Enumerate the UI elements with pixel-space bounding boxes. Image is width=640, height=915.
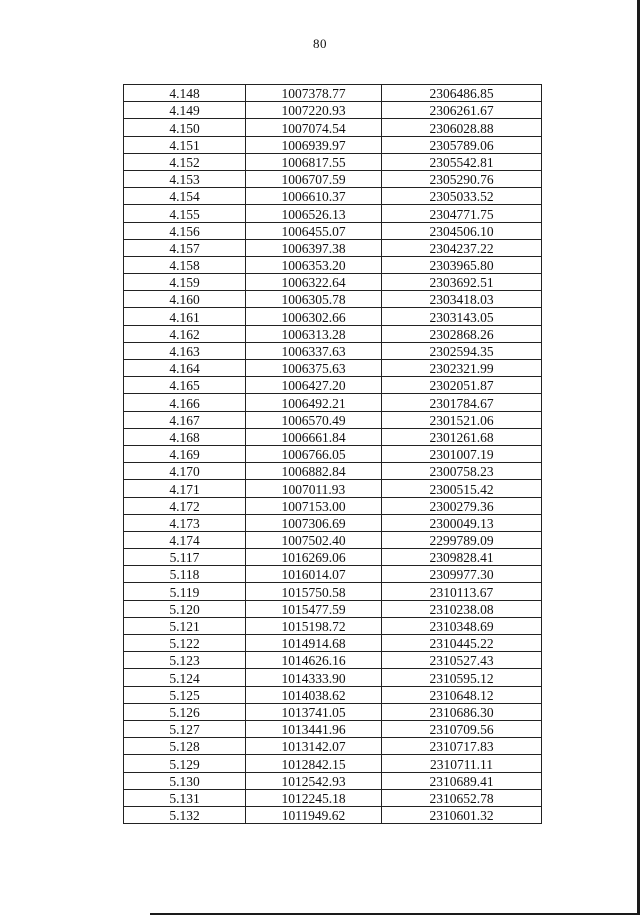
point-id-cell: 4.150 [124,119,246,136]
table-row [124,652,542,669]
table-row [124,170,542,187]
table-row [124,549,542,566]
table-row [124,222,542,239]
point-id-cell: 5.118 [124,566,246,583]
table-row [124,480,542,497]
point-id-cell: 4.168 [124,428,246,445]
x-coordinate-cell: 1013142.07 [246,738,382,755]
y-coordinate-cell: 2310527.43 [382,652,542,669]
point-id-cell: 4.166 [124,394,246,411]
table-row [124,377,542,394]
y-coordinate-cell: 2310711.11 [382,755,542,772]
y-coordinate-cell: 2309977.30 [382,566,542,583]
y-coordinate-cell: 2301007.19 [382,445,542,462]
x-coordinate-cell: 1006353.20 [246,256,382,273]
y-coordinate-cell: 2302594.35 [382,342,542,359]
y-coordinate-cell: 2310709.56 [382,720,542,737]
x-coordinate-cell: 1012542.93 [246,772,382,789]
x-coordinate-cell: 1006707.59 [246,170,382,187]
table-row [124,411,542,428]
x-coordinate-cell: 1013441.96 [246,720,382,737]
x-coordinate-cell: 1015198.72 [246,617,382,634]
point-id-cell: 5.121 [124,617,246,634]
point-id-cell: 4.172 [124,497,246,514]
point-id-cell: 5.128 [124,738,246,755]
table-row [124,720,542,737]
table-row [124,583,542,600]
y-coordinate-cell: 2310689.41 [382,772,542,789]
y-coordinate-cell: 2303965.80 [382,256,542,273]
y-coordinate-cell: 2304506.10 [382,222,542,239]
point-id-cell: 4.174 [124,531,246,548]
x-coordinate-cell: 1006313.28 [246,325,382,342]
y-coordinate-cell: 2306028.88 [382,119,542,136]
point-id-cell: 5.125 [124,686,246,703]
coordinates-table [123,84,542,824]
y-coordinate-cell: 2310652.78 [382,789,542,806]
x-coordinate-cell: 1006302.66 [246,308,382,325]
x-coordinate-cell: 1006427.20 [246,377,382,394]
table-row [124,205,542,222]
table-row [124,119,542,136]
table-row [124,274,542,291]
point-id-cell: 4.149 [124,102,246,119]
point-id-cell: 4.159 [124,274,246,291]
point-id-cell: 5.120 [124,600,246,617]
x-coordinate-cell: 1006882.84 [246,463,382,480]
table-row [124,102,542,119]
point-id-cell: 5.117 [124,549,246,566]
point-id-cell: 4.163 [124,342,246,359]
table-row [124,669,542,686]
x-coordinate-cell: 1014914.68 [246,635,382,652]
point-id-cell: 5.130 [124,772,246,789]
point-id-cell: 5.124 [124,669,246,686]
y-coordinate-cell: 2310595.12 [382,669,542,686]
table-row [124,428,542,445]
point-id-cell: 4.156 [124,222,246,239]
y-coordinate-cell: 2310686.30 [382,703,542,720]
y-coordinate-cell: 2305789.06 [382,136,542,153]
y-coordinate-cell: 2310601.32 [382,806,542,823]
x-coordinate-cell: 1006817.55 [246,153,382,170]
table-row [124,806,542,823]
point-id-cell: 5.119 [124,583,246,600]
x-coordinate-cell: 1007011.93 [246,480,382,497]
x-coordinate-cell: 1016014.07 [246,566,382,583]
x-coordinate-cell: 1013741.05 [246,703,382,720]
y-coordinate-cell: 2310348.69 [382,617,542,634]
point-id-cell: 5.129 [124,755,246,772]
point-id-cell: 4.162 [124,325,246,342]
point-id-cell: 4.165 [124,377,246,394]
point-id-cell: 4.152 [124,153,246,170]
point-id-cell: 4.158 [124,256,246,273]
table-row [124,531,542,548]
table-row [124,617,542,634]
table-row [124,188,542,205]
table-row [124,291,542,308]
point-id-cell: 4.173 [124,514,246,531]
table-row [124,325,542,342]
y-coordinate-cell: 2310445.22 [382,635,542,652]
x-coordinate-cell: 1006526.13 [246,205,382,222]
x-coordinate-cell: 1006322.64 [246,274,382,291]
point-id-cell: 4.161 [124,308,246,325]
page-number: 80 [313,36,327,51]
y-coordinate-cell: 2301261.68 [382,428,542,445]
x-coordinate-cell: 1006305.78 [246,291,382,308]
x-coordinate-cell: 1014038.62 [246,686,382,703]
point-id-cell: 4.155 [124,205,246,222]
y-coordinate-cell: 2302868.26 [382,325,542,342]
y-coordinate-cell: 2300279.36 [382,497,542,514]
point-id-cell: 4.148 [124,85,246,102]
y-coordinate-cell: 2305033.52 [382,188,542,205]
coordinates-table-body [124,85,542,824]
table-row [124,566,542,583]
x-coordinate-cell: 1012842.15 [246,755,382,772]
x-coordinate-cell: 1014333.90 [246,669,382,686]
x-coordinate-cell: 1006610.37 [246,188,382,205]
y-coordinate-cell: 2310113.67 [382,583,542,600]
x-coordinate-cell: 1011949.62 [246,806,382,823]
y-coordinate-cell: 2299789.09 [382,531,542,548]
y-coordinate-cell: 2300515.42 [382,480,542,497]
x-coordinate-cell: 1006455.07 [246,222,382,239]
x-coordinate-cell: 1016269.06 [246,549,382,566]
x-coordinate-cell: 1007502.40 [246,531,382,548]
y-coordinate-cell: 2303418.03 [382,291,542,308]
x-coordinate-cell: 1006375.63 [246,360,382,377]
point-id-cell: 4.170 [124,463,246,480]
y-coordinate-cell: 2310238.08 [382,600,542,617]
table-row [124,755,542,772]
point-id-cell: 5.122 [124,635,246,652]
y-coordinate-cell: 2302051.87 [382,377,542,394]
point-id-cell: 5.126 [124,703,246,720]
x-coordinate-cell: 1007074.54 [246,119,382,136]
point-id-cell: 4.169 [124,445,246,462]
table-row [124,308,542,325]
table-row [124,239,542,256]
table-row [124,85,542,102]
x-coordinate-cell: 1006570.49 [246,411,382,428]
y-coordinate-cell: 2305542.81 [382,153,542,170]
y-coordinate-cell: 2302321.99 [382,360,542,377]
point-id-cell: 4.151 [124,136,246,153]
table-row [124,635,542,652]
table-row [124,703,542,720]
point-id-cell: 5.123 [124,652,246,669]
x-coordinate-cell: 1015750.58 [246,583,382,600]
x-coordinate-cell: 1007153.00 [246,497,382,514]
y-coordinate-cell: 2310717.83 [382,738,542,755]
table-row [124,738,542,755]
y-coordinate-cell: 2300049.13 [382,514,542,531]
y-coordinate-cell: 2310648.12 [382,686,542,703]
point-id-cell: 4.154 [124,188,246,205]
table-row [124,514,542,531]
table-row [124,342,542,359]
table-row [124,497,542,514]
x-coordinate-cell: 1007220.93 [246,102,382,119]
y-coordinate-cell: 2303692.51 [382,274,542,291]
table-row [124,789,542,806]
point-id-cell: 4.157 [124,239,246,256]
x-coordinate-cell: 1006492.21 [246,394,382,411]
x-coordinate-cell: 1006766.05 [246,445,382,462]
point-id-cell: 4.171 [124,480,246,497]
table-row [124,153,542,170]
point-id-cell: 5.132 [124,806,246,823]
table-row [124,445,542,462]
y-coordinate-cell: 2309828.41 [382,549,542,566]
point-id-cell: 4.167 [124,411,246,428]
x-coordinate-cell: 1007378.77 [246,85,382,102]
x-coordinate-cell: 1014626.16 [246,652,382,669]
table-row [124,256,542,273]
y-coordinate-cell: 2300758.23 [382,463,542,480]
y-coordinate-cell: 2303143.05 [382,308,542,325]
y-coordinate-cell: 2306261.67 [382,102,542,119]
x-coordinate-cell: 1006939.97 [246,136,382,153]
y-coordinate-cell: 2305290.76 [382,170,542,187]
x-coordinate-cell: 1006397.38 [246,239,382,256]
table-row [124,394,542,411]
table-row [124,136,542,153]
point-id-cell: 4.160 [124,291,246,308]
table-row [124,686,542,703]
x-coordinate-cell: 1015477.59 [246,600,382,617]
point-id-cell: 5.127 [124,720,246,737]
point-id-cell: 4.153 [124,170,246,187]
y-coordinate-cell: 2304237.22 [382,239,542,256]
point-id-cell: 4.164 [124,360,246,377]
y-coordinate-cell: 2301784.67 [382,394,542,411]
y-coordinate-cell: 2306486.85 [382,85,542,102]
table-row [124,772,542,789]
x-coordinate-cell: 1006661.84 [246,428,382,445]
table-row [124,600,542,617]
x-coordinate-cell: 1007306.69 [246,514,382,531]
y-coordinate-cell: 2304771.75 [382,205,542,222]
x-coordinate-cell: 1012245.18 [246,789,382,806]
y-coordinate-cell: 2301521.06 [382,411,542,428]
table-row [124,360,542,377]
point-id-cell: 5.131 [124,789,246,806]
table-row [124,463,542,480]
x-coordinate-cell: 1006337.63 [246,342,382,359]
